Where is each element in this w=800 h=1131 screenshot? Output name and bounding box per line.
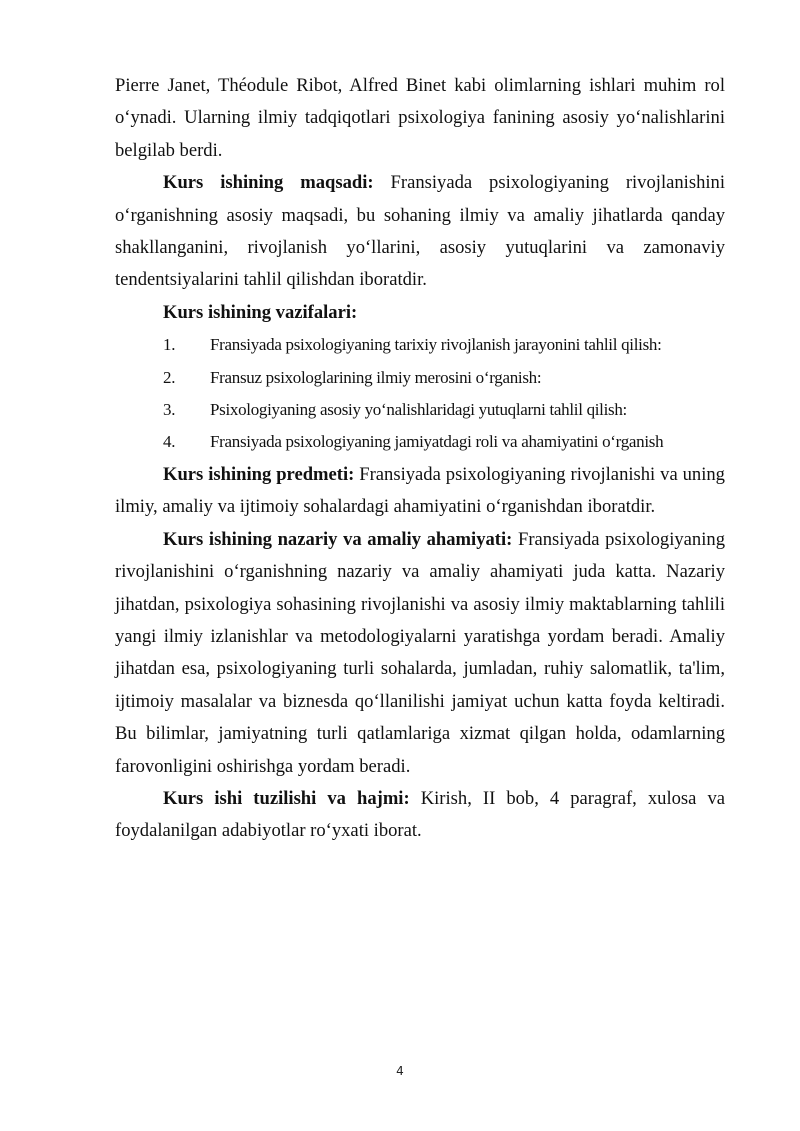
structure-text: Kirish, II bob, 4 paragraf, xulosa va foydalanilgan adabiyotlar ro‘yxati iborat.	[115, 787, 725, 842]
structure-paragraph	[115, 783, 725, 848]
list-item	[115, 394, 725, 426]
tasks-list	[115, 329, 725, 459]
list-item-text: Psixologiyaning asosiy yo‘nalishlaridagi yutuqlarni tahlil qilish:	[210, 400, 627, 420]
subject-label: Kurs ishining predmeti:	[163, 463, 355, 485]
list-item-text: Fransuz psixologlarining ilmiy merosini o‘rganish:	[210, 367, 542, 387]
list-item-text: Fransiyada psixologiyaning tarixiy rivojlanish jarayonini tahlil qilish:	[210, 335, 662, 355]
subject-paragraph	[115, 459, 725, 524]
purpose-text: Fransiyada psixologiyaning rivojlanishini o‘rganishning asosiy maqsadi, bu sohaning ilmiy va amaliy jihatlarda qanday shakllanganini, rivojlanish yo‘llarini, asosiy yutuqlarini va zamonaviy tendentsiyalarini tahlil qilishdan iboratdir.	[115, 172, 725, 291]
significance-label: Kurs ishining nazariy va amaliy ahamiyati:	[163, 528, 513, 550]
significance-text: Fransiyada psixologiyaning rivojlanishini o‘rganishning nazariy va amaliy ahamiyati juda katta. Nazariy jihatdan, psixologiya sohasining rivojlanishi va asosiy ilmiy maktablarning tahlili yangi ilmiy izlanishlar va metodologiyalarni yaratishga yordam beradi. Amaliy jihatdan esa, psixologiyaning turli sohalarda, jumladan, ruhiy salomatlik, ta'lim, ijtimoiy masalalar va biznesda qo‘llanilishi jamiyat uchun katta foyda keltiradi. Bu bilimlar, jamiyatning turli qatlamlariga xizmat qilgan holda, odamlarning farovonligini oshirishga yordam beradi.	[115, 528, 725, 777]
subject-text: Fransiyada psixologiyaning rivojlanishi va uning ilmiy, amaliy va ijtimoiy sohalardagi ahamiyatini o‘rganishdan iboratdir.	[115, 463, 725, 518]
list-item-text: Fransiyada psixologiyaning jamiyatdagi roli va ahamiyatini o‘rganish	[210, 432, 664, 452]
list-item	[115, 329, 725, 361]
list-item-number: 2.	[163, 367, 176, 387]
intro-paragraph: Pierre Janet, Théodule Ribot, Alfred Binet kabi olimlarning ishlari muhim rol o‘ynadi. Ularning ilmiy tadqiqotlari psixologiya fanining asosiy yo‘nalishlarini belgilab berdi.	[115, 75, 725, 161]
document-body	[115, 70, 725, 848]
list-item-number: 3.	[163, 400, 176, 420]
purpose-label: Kurs ishining maqsadi:	[163, 172, 374, 194]
list-item-number: 1.	[163, 335, 176, 355]
significance-paragraph	[115, 524, 725, 783]
page-number: 4	[396, 1064, 404, 1078]
structure-label: Kurs ishi tuzilishi va hajmi:	[163, 787, 410, 809]
tasks-heading: Kurs ishining vazifalari:	[163, 301, 358, 323]
list-item-number: 4.	[163, 432, 176, 452]
list-item	[115, 362, 725, 394]
purpose-paragraph	[115, 167, 725, 297]
list-item	[115, 426, 725, 458]
